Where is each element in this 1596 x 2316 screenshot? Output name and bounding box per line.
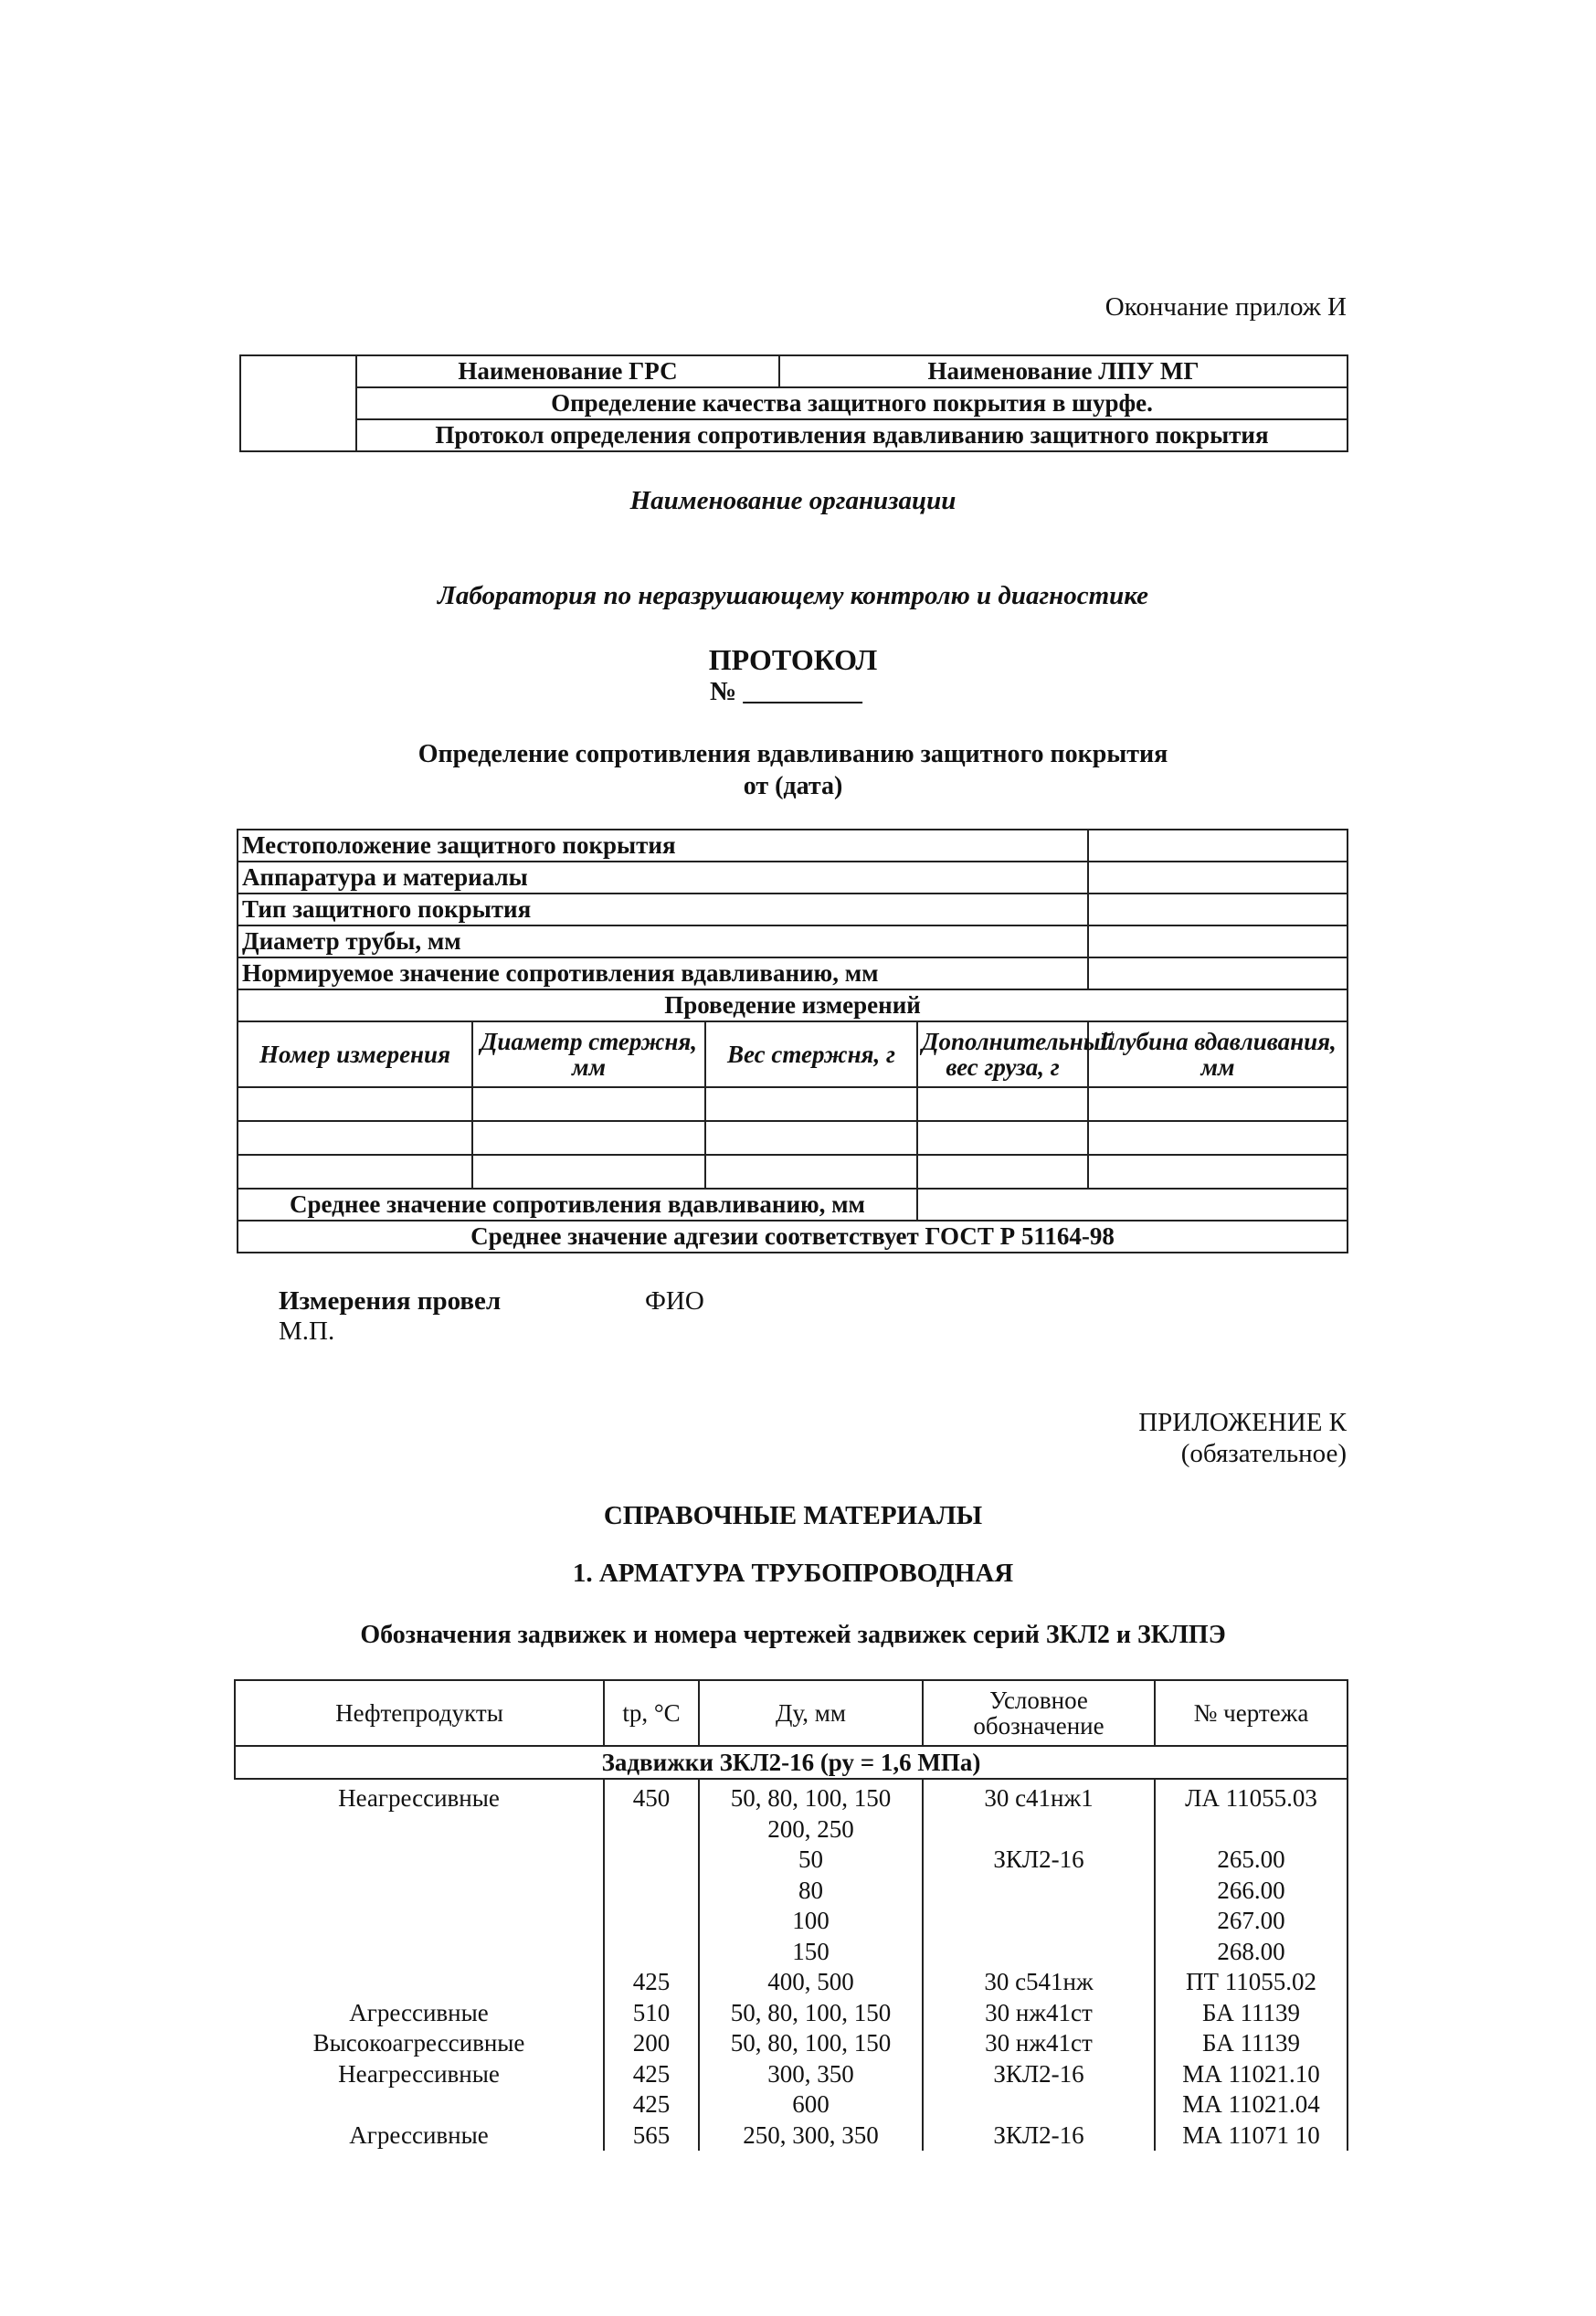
list-item xyxy=(238,1876,599,1907)
list-item: 50, 80, 100, 150 xyxy=(730,2029,892,2057)
drawing-column xyxy=(1155,1779,1348,2151)
list-item: 600 xyxy=(792,2090,830,2118)
list-item: МА 11021.10 xyxy=(1182,2059,1320,2088)
table-row xyxy=(238,1121,1348,1155)
list-item: 425 xyxy=(632,2059,671,2088)
table-caption: Обозначения задвижек и номера чертежей задвижек серий ЗКЛ2 и ЗКЛПЭ xyxy=(360,1621,1226,1649)
list-item: 266.00 xyxy=(1217,1876,1285,1904)
list-item: Высокоагрессивные xyxy=(312,2029,525,2057)
coating-type-value xyxy=(1088,894,1348,925)
list-item xyxy=(238,1814,599,1845)
list-item: ЛА 11055.03 xyxy=(1185,1784,1317,1812)
equipment-row: Аппаратура и материалы xyxy=(238,862,1088,894)
list-item: 400, 500 xyxy=(767,1968,854,1995)
list-item: 50, 80, 100, 150 xyxy=(730,1784,892,1812)
list-item xyxy=(238,1967,599,1998)
list-item: 265.00 xyxy=(1217,1845,1285,1873)
list-item: ЗКЛ2-16 xyxy=(993,2059,1084,2088)
header-drawing-number: № чертежа xyxy=(1155,1680,1348,1746)
list-item: 50 xyxy=(798,1845,823,1873)
list-item xyxy=(608,1814,694,1845)
organization-name: Наименование организации xyxy=(629,486,957,515)
equipment-value xyxy=(1088,862,1348,894)
measurements-section: Проведение измерений xyxy=(238,989,1348,1021)
list-item xyxy=(927,1876,1150,1907)
list-item: ЗКЛ2-16 xyxy=(993,2120,1084,2149)
avg-resistance-row: Среднее значение сопротивления вдавливанию, мм xyxy=(238,1189,917,1221)
normative-value-value xyxy=(1088,957,1348,989)
subject-line-1: Определение сопротивления вдавливанию защитного покрытия xyxy=(417,740,1168,768)
list-item: 30 с541нж xyxy=(984,1968,1094,1995)
list-item: 267.00 xyxy=(1217,1907,1285,1934)
list-item: ПТ 11055.02 xyxy=(1186,1968,1316,1995)
valves-table xyxy=(234,1679,1348,2151)
pipe-diameter-value xyxy=(1088,925,1348,957)
list-item xyxy=(238,1906,599,1937)
header-temperature: tр, °С xyxy=(604,1680,699,1746)
header-table xyxy=(239,354,1348,452)
appendix-type: (обязательное) xyxy=(1180,1439,1347,1468)
list-item: 50, 80, 100, 150 xyxy=(730,1998,892,2026)
header-products: Нефтепродукты xyxy=(235,1680,604,1746)
subject-line-2: от (дата) xyxy=(743,772,843,800)
list-item: 300, 350 xyxy=(767,2059,854,2088)
avg-resistance-value xyxy=(917,1189,1348,1221)
col-depth: Глубина вдавливания, мм xyxy=(1088,1021,1348,1087)
group-header: Задвижки ЗКЛ2-16 (ру = 1,6 МПа) xyxy=(235,1746,1348,1779)
list-item: 510 xyxy=(632,1998,671,2026)
protocol-description-cell: Протокол определения сопротивления вдавливанию защитного покрытия xyxy=(356,419,1348,451)
reference-title: СПРАВОЧНЫЕ МАТЕРИАЛЫ xyxy=(603,1501,983,1530)
list-item: 30 нж41ст xyxy=(985,2029,1093,2057)
lpu-name-cell: Наименование ЛПУ МГ xyxy=(779,355,1348,387)
appendix-title: ПРИЛОЖЕНИЕ К xyxy=(1138,1408,1347,1437)
list-item: БА 11139 xyxy=(1202,2029,1300,2057)
diameter-column xyxy=(699,1779,923,2151)
list-item: 30 с41нж1 xyxy=(984,1784,1094,1812)
list-item: 200 xyxy=(632,2029,671,2057)
col-rod-diameter: Диаметр стержня, мм xyxy=(472,1021,705,1087)
fio-label: ФИО xyxy=(645,1286,704,1316)
grs-name-cell: Наименование ГРС xyxy=(356,355,779,387)
list-item: 150 xyxy=(792,1937,830,1965)
normative-value-row: Нормируемое значение сопротивления вдавливанию, мм xyxy=(238,957,1088,989)
header-nominal-diameter: Ду, мм xyxy=(699,1680,923,1746)
list-item xyxy=(927,1937,1150,1968)
continuation-note: Окончание прилож И xyxy=(1105,292,1347,322)
quality-determination-cell: Определение качества защитного покрытия в шурфе. xyxy=(356,387,1348,419)
section-title: 1. АРМАТУРА ТРУБОПРОВОДНАЯ xyxy=(572,1559,1014,1588)
list-item xyxy=(608,1876,694,1907)
list-item: 450 xyxy=(632,1784,671,1812)
list-item xyxy=(238,2089,599,2120)
col-measure-number: Номер измерения xyxy=(238,1021,472,1087)
designation-column xyxy=(923,1779,1155,2151)
list-item: 30 нж41ст xyxy=(985,1998,1093,2026)
adhesion-row: Среднее значение адгезии соответствует ГОСТ Р 51164-98 xyxy=(238,1221,1348,1253)
list-item: 200, 250 xyxy=(767,1814,854,1843)
list-item xyxy=(608,1906,694,1937)
pipe-diameter-row: Диаметр трубы, мм xyxy=(238,925,1088,957)
list-item: 100 xyxy=(792,1907,830,1934)
list-item: Неагрессивные xyxy=(338,1784,500,1812)
list-item xyxy=(927,1814,1150,1845)
list-item xyxy=(238,1937,599,1968)
list-item xyxy=(927,2089,1150,2120)
protocol-title: ПРОТОКОЛ xyxy=(708,643,878,676)
col-rod-weight: Вес стержня, г xyxy=(705,1021,917,1087)
location-value xyxy=(1088,830,1348,862)
header-empty-cell xyxy=(240,355,356,451)
protocol-number: № _________ xyxy=(710,677,862,706)
list-item xyxy=(238,1845,599,1876)
list-item: 425 xyxy=(632,2090,671,2118)
laboratory-name: Лаборатория по неразрушающему контролю и диагностике xyxy=(437,581,1149,610)
measured-by-label: Измерения провел xyxy=(279,1286,502,1316)
list-item: 80 xyxy=(798,1876,823,1904)
list-item: Агрессивные xyxy=(349,2120,489,2149)
list-item: МА 11071 10 xyxy=(1182,2120,1320,2149)
temperature-column xyxy=(604,1779,699,2151)
products-column xyxy=(235,1779,604,2151)
stamp-label: М.П. xyxy=(279,1317,335,1346)
list-item: Неагрессивные xyxy=(338,2059,500,2088)
protocol-table xyxy=(237,829,1348,1253)
list-item: 268.00 xyxy=(1217,1937,1285,1965)
table-row xyxy=(238,1155,1348,1189)
location-row: Местоположение защитного покрытия xyxy=(238,830,1088,862)
header-designation: Условное обозначение xyxy=(923,1680,1155,1746)
list-item xyxy=(608,1845,694,1876)
list-item: БА 11139 xyxy=(1202,1998,1300,2026)
list-item xyxy=(608,1937,694,1968)
list-item: МА 11021.04 xyxy=(1182,2090,1320,2118)
list-item: 250, 300, 350 xyxy=(743,2120,879,2149)
coating-type-row: Тип защитного покрытия xyxy=(238,894,1088,925)
list-item xyxy=(1159,1814,1343,1845)
list-item: ЗКЛ2-16 xyxy=(993,1845,1084,1873)
list-item xyxy=(927,1906,1150,1937)
list-item: Агрессивные xyxy=(349,1998,489,2026)
table-row xyxy=(238,1087,1348,1121)
list-item: 425 xyxy=(632,1968,671,1995)
col-extra-weight: Дополнительный вес груза, г xyxy=(917,1021,1088,1087)
list-item: 565 xyxy=(632,2120,671,2149)
